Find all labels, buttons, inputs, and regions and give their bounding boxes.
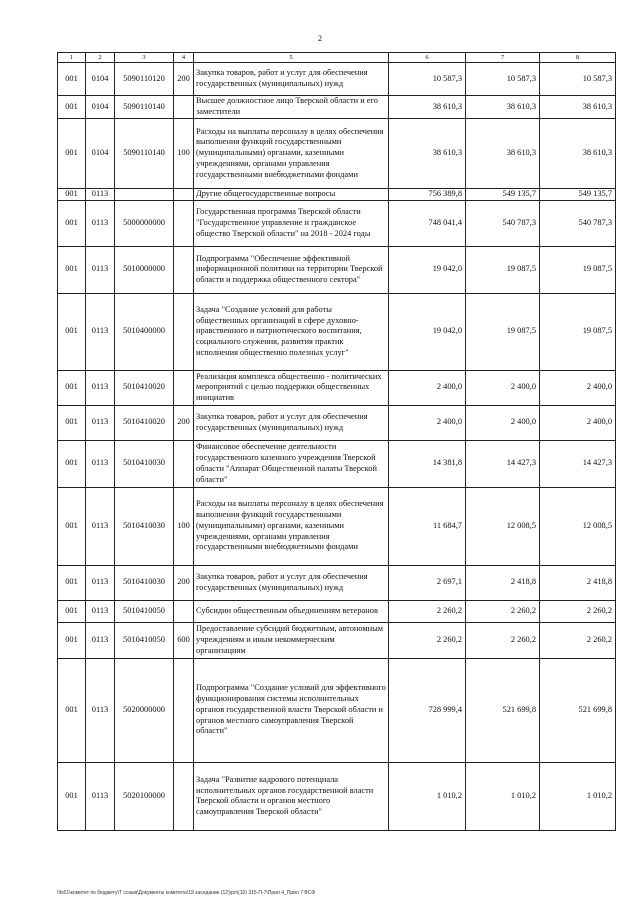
- column-number-row: [58, 53, 616, 63]
- amount-col7: 521 699,8: [466, 658, 540, 762]
- expense-type-code: [174, 96, 194, 119]
- section-code: 0113: [86, 440, 115, 487]
- admin-code: 001: [58, 189, 86, 201]
- table-row: [58, 600, 616, 622]
- amount-col7: 549 135,7: [466, 189, 540, 201]
- amount-col6: 2 260,2: [389, 600, 466, 622]
- target-code: 5090110140: [115, 96, 174, 119]
- table-row: [58, 119, 616, 189]
- table-row: [58, 565, 616, 600]
- amount-col7: 19 087,5: [466, 246, 540, 293]
- expense-type-code: 200: [174, 565, 194, 600]
- table-row: [58, 63, 616, 96]
- amount-col7: 19 087,5: [466, 293, 540, 370]
- expense-type-code: 100: [174, 119, 194, 189]
- section-code: 0113: [86, 622, 115, 658]
- col-header-8: 8: [540, 53, 616, 63]
- admin-code: 001: [58, 565, 86, 600]
- item-description: Закупка товаров, работ и услуг для обеспечения государственных (муниципальных) нужд: [194, 63, 389, 96]
- item-description: Предоставление субсидий бюджетным, автономным учреждениям и иным некоммерческим организациям: [194, 622, 389, 658]
- amount-col7: 12 008,5: [466, 487, 540, 565]
- table-row: [58, 405, 616, 440]
- amount-col7: 2 260,2: [466, 600, 540, 622]
- amount-col6: 728 999,4: [389, 658, 466, 762]
- budget-table: [57, 52, 616, 831]
- table-row: [58, 96, 616, 119]
- amount-col7: 540 787,3: [466, 200, 540, 246]
- col-header-1: 1: [58, 53, 86, 63]
- section-code: 0104: [86, 63, 115, 96]
- amount-col8: 2 400,0: [540, 370, 616, 405]
- table-row: [58, 200, 616, 246]
- section-code: 0104: [86, 119, 115, 189]
- amount-col6: 11 684,7: [389, 487, 466, 565]
- col-header-5: 5: [194, 53, 389, 63]
- amount-col6: 2 400,0: [389, 370, 466, 405]
- amount-col8: 2 260,2: [540, 600, 616, 622]
- section-code: 0113: [86, 658, 115, 762]
- table-row: [58, 658, 616, 762]
- target-code: 5020000000: [115, 658, 174, 762]
- expense-type-code: [174, 440, 194, 487]
- admin-code: 001: [58, 658, 86, 762]
- target-code: 5010410050: [115, 622, 174, 658]
- admin-code: 001: [58, 200, 86, 246]
- amount-col7: 38 610,3: [466, 119, 540, 189]
- amount-col8: 38 610,3: [540, 119, 616, 189]
- item-description: Другие общегосударственные вопросы: [194, 189, 389, 201]
- amount-col6: 19 042,0: [389, 246, 466, 293]
- expense-type-code: 200: [174, 405, 194, 440]
- expense-type-code: 600: [174, 622, 194, 658]
- expense-type-code: [174, 370, 194, 405]
- admin-code: 001: [58, 119, 86, 189]
- target-code: 5010410030: [115, 565, 174, 600]
- amount-col8: 19 087,5: [540, 293, 616, 370]
- amount-col6: 748 041,4: [389, 200, 466, 246]
- expense-type-code: [174, 658, 194, 762]
- table-row: [58, 487, 616, 565]
- item-description: Задача "Создание условий для работы общественных организаций в сфере духовно-нравственного и патриотического воспитания, социального служения, развития практик исполнения общественно полезных услуг": [194, 293, 389, 370]
- admin-code: 001: [58, 762, 86, 830]
- table-row: [58, 293, 616, 370]
- amount-col7: 14 427,3: [466, 440, 540, 487]
- section-code: 0113: [86, 189, 115, 201]
- section-code: 0113: [86, 370, 115, 405]
- col-header-7: 7: [466, 53, 540, 63]
- item-description: Расходы на выплаты персоналу в целях обеспечения выполнения функций государственными (муниципальными) органами, казенными учреждениями, органами управления государственными внебюджетными фондами: [194, 119, 389, 189]
- amount-col6: 19 042,0: [389, 293, 466, 370]
- expense-type-code: [174, 246, 194, 293]
- section-code: 0113: [86, 487, 115, 565]
- item-description: Финансовое обеспечение деятельности государственного казенного учреждения Тверской области "Аппарат Общественной палаты Тверской области": [194, 440, 389, 487]
- expense-type-code: [174, 200, 194, 246]
- amount-col8: 2 418,8: [540, 565, 616, 600]
- table-row: [58, 189, 616, 201]
- section-code: 0113: [86, 762, 115, 830]
- amount-col8: 19 087,5: [540, 246, 616, 293]
- amount-col8: 10 587,3: [540, 63, 616, 96]
- item-description: Закупка товаров, работ и услуг для обеспечения государственных (муниципальных) нужд: [194, 405, 389, 440]
- item-description: Подпрограмма "Создание условий для эффективного функционирования системы исполнительных органов государственной власти Тверской области и органов местного самоуправления Тверской области": [194, 658, 389, 762]
- section-code: 0113: [86, 600, 115, 622]
- expense-type-code: [174, 293, 194, 370]
- col-header-2: 2: [86, 53, 115, 63]
- table-row: [58, 440, 616, 487]
- item-description: Закупка товаров, работ и услуг для обеспечения государственных (муниципальных) нужд: [194, 565, 389, 600]
- target-code: 5020100000: [115, 762, 174, 830]
- target-code: 5000000000: [115, 200, 174, 246]
- target-code: 5010000000: [115, 246, 174, 293]
- amount-col8: 12 008,5: [540, 487, 616, 565]
- table-row: [58, 246, 616, 293]
- target-code: 5010410050: [115, 600, 174, 622]
- admin-code: 001: [58, 600, 86, 622]
- amount-col7: 10 587,3: [466, 63, 540, 96]
- target-code: 5090110140: [115, 119, 174, 189]
- amount-col8: 2 400,0: [540, 405, 616, 440]
- file-path-footer: \\fs01\комитет по бюджету\Т созыв\Документы комитета\19 заседание (12)\рл\(10) 315-П-7\Прил 4_Прил 7 ВСФ: [57, 890, 316, 896]
- target-code: 5010400000: [115, 293, 174, 370]
- page-number: 2: [318, 34, 322, 43]
- expense-type-code: [174, 762, 194, 830]
- target-code: 5010410030: [115, 487, 174, 565]
- amount-col8: 1 010,2: [540, 762, 616, 830]
- col-header-3: 3: [115, 53, 174, 63]
- col-header-6: 6: [389, 53, 466, 63]
- table-row: [58, 370, 616, 405]
- admin-code: 001: [58, 63, 86, 96]
- admin-code: 001: [58, 622, 86, 658]
- section-code: 0113: [86, 293, 115, 370]
- item-description: Задача "Развитие кадрового потенциала исполнительных органов государственной власти Тверской области и органов местного самоуправления Тверской области": [194, 762, 389, 830]
- target-code: [115, 189, 174, 201]
- target-code: 5090110120: [115, 63, 174, 96]
- table-row: [58, 622, 616, 658]
- expense-type-code: 200: [174, 63, 194, 96]
- admin-code: 001: [58, 405, 86, 440]
- item-description: Реализация комплекса общественно - политических мероприятий с целью поддержки общественных инициатив: [194, 370, 389, 405]
- item-description: Подпрограмма "Обеспечение эффективной информационной политики на территории Тверской области и поддержка общественного сектора": [194, 246, 389, 293]
- section-code: 0113: [86, 200, 115, 246]
- amount-col7: 38 610,3: [466, 96, 540, 119]
- col-header-4: 4: [174, 53, 194, 63]
- amount-col6: 2 400,0: [389, 405, 466, 440]
- target-code: 5010410020: [115, 370, 174, 405]
- amount-col8: 540 787,3: [540, 200, 616, 246]
- amount-col7: 2 400,0: [466, 405, 540, 440]
- section-code: 0113: [86, 405, 115, 440]
- admin-code: 001: [58, 440, 86, 487]
- admin-code: 001: [58, 487, 86, 565]
- expense-type-code: [174, 189, 194, 201]
- amount-col7: 1 010,2: [466, 762, 540, 830]
- item-description: Расходы на выплаты персоналу в целях обеспечения выполнения функций государственными (муниципальными) органами, казенными учреждениями, органами управления государственными внебюджетными фондами: [194, 487, 389, 565]
- amount-col6: 2 697,1: [389, 565, 466, 600]
- amount-col8: 521 699,8: [540, 658, 616, 762]
- section-code: 0104: [86, 96, 115, 119]
- amount-col6: 1 010,2: [389, 762, 466, 830]
- target-code: 5010410020: [115, 405, 174, 440]
- amount-col8: 2 260,2: [540, 622, 616, 658]
- admin-code: 001: [58, 370, 86, 405]
- admin-code: 001: [58, 246, 86, 293]
- expense-type-code: 100: [174, 487, 194, 565]
- amount-col6: 756 389,8: [389, 189, 466, 201]
- item-description: Субсидии общественным объединениям ветеранов: [194, 600, 389, 622]
- amount-col6: 10 587,3: [389, 63, 466, 96]
- amount-col8: 14 427,3: [540, 440, 616, 487]
- section-code: 0113: [86, 246, 115, 293]
- amount-col7: 2 400,0: [466, 370, 540, 405]
- amount-col8: 549 135,7: [540, 189, 616, 201]
- amount-col8: 38 610,3: [540, 96, 616, 119]
- amount-col7: 2 260,2: [466, 622, 540, 658]
- admin-code: 001: [58, 293, 86, 370]
- expense-type-code: [174, 600, 194, 622]
- target-code: 5010410030: [115, 440, 174, 487]
- amount-col6: 2 260,2: [389, 622, 466, 658]
- table-row: [58, 762, 616, 830]
- section-code: 0113: [86, 565, 115, 600]
- amount-col6: 38 610,3: [389, 119, 466, 189]
- item-description: Государственная программа Тверской области "Государственное управление и гражданское общество Тверской области" на 2018 - 2024 годы: [194, 200, 389, 246]
- admin-code: 001: [58, 96, 86, 119]
- amount-col7: 2 418,8: [466, 565, 540, 600]
- item-description: Высшее должностное лицо Тверской области и его заместители: [194, 96, 389, 119]
- amount-col6: 38 610,3: [389, 96, 466, 119]
- amount-col6: 14 381,8: [389, 440, 466, 487]
